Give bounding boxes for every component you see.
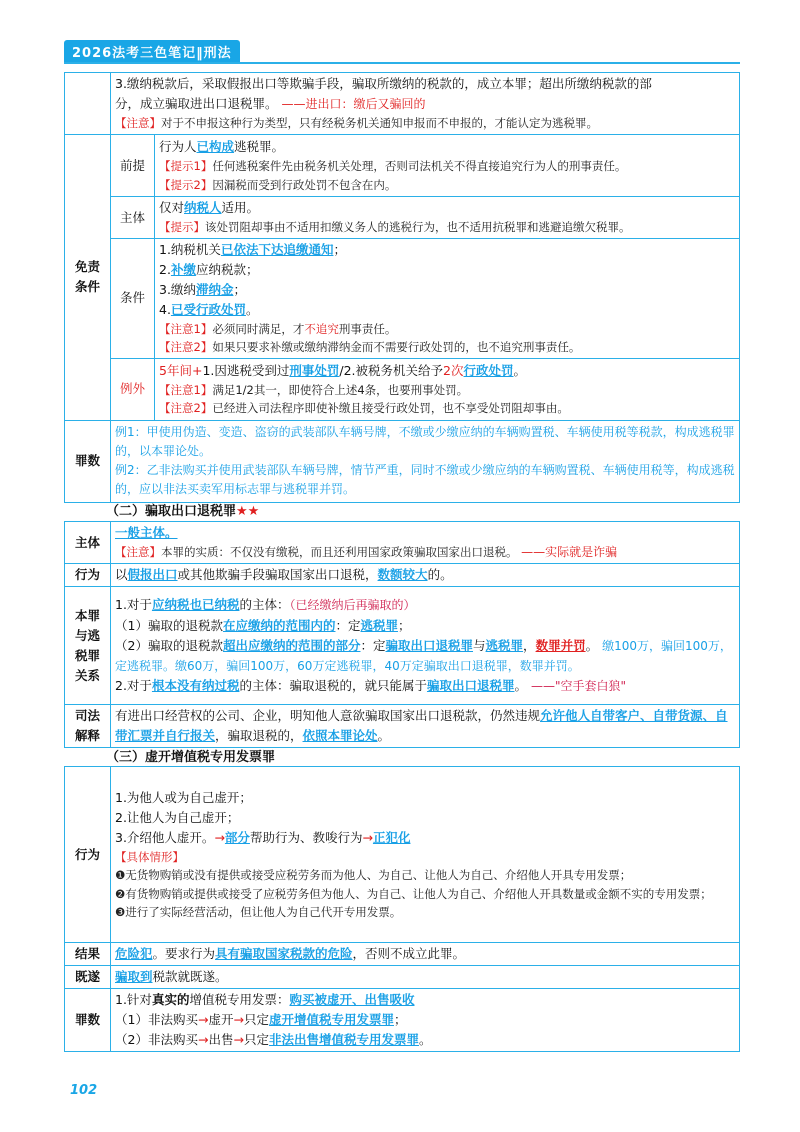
header-title: 2026法考三色笔记‖刑法 <box>64 40 240 62</box>
sub-label: 条件 <box>111 239 155 359</box>
row-label: 主体 <box>65 522 111 564</box>
table-row: 主体 仅对纳税人适用。 【提示】该处罚阻却事由不适用扣缴义务人的逃税行为，也不适用抗税罪和逃避追缴欠税罪。 <box>65 197 740 239</box>
row-label: 司法解释 <box>65 705 111 748</box>
row-label: 结果 <box>65 943 111 966</box>
row-label: 罪数 <box>65 989 111 1052</box>
row-label: 本罪与逃税罪关系 <box>65 587 111 705</box>
sub-label: 例外 <box>111 358 155 420</box>
vat-invoice-table <box>64 766 740 1052</box>
table-row: 本罪与逃税罪关系 1.对于应纳税也已纳税的主体：（已经缴纳后再骗取的） （1）骗取的退税款在应缴纳的范围内的：定逃税罪； （2）骗取的退税款超出应缴纳的范围的部分：定骗取出口退税罪与逃税罪，数罪并罚。 缴100万，骗回100万，定逃税罪。缴60万，骗回100万，60万定逃税罪，40万定骗取出口退税罪，数罪并罚。 2.对于根本没有纳过税的主体：骗取退税的，就只能属于骗取出口退税罪。 ——"空手套白狼" <box>65 587 740 705</box>
table-row: 主体 一般主体。 【注意】本罪的实质：不仅没有缴税，而且还利用国家政策骗取国家出口退税。 ——实际就是诈骗 <box>65 522 740 564</box>
sub-label: 主体 <box>111 197 155 239</box>
section-title: （二）骗取出口退税罪★★ <box>106 504 260 519</box>
tax-evasion-table <box>64 72 740 503</box>
page-number: 102 <box>70 1083 98 1098</box>
row-label: 行为 <box>65 564 111 587</box>
row-content: 3.缴纳税款后，采取假报出口等欺骗手段，骗取所缴纳的税款的，成立本罪；超出所缴纳税款的部 分，成立骗取进出口退税罪。 ——进出口：缴后又骗回的 【注意】对于不申报这种行为类型，只有经税务机关通知申报而不申报的，才能认定为逃税罪。 <box>111 73 740 135</box>
row-label: 行为 <box>65 767 111 943</box>
table-row: 结果 危险犯。要求行为具有骗取国家税款的危险，否则不成立此罪。 <box>65 943 740 966</box>
table-row: 行为 以假报出口或其他欺骗手段骗取国家出口退税，数额较大的。 <box>65 564 740 587</box>
table-row <box>65 73 740 135</box>
table-row: 免责条件 前提 行为人已构成逃税罪。 【提示1】任何逃税案件先由税务机关处理，否则司法机关不得直接追究行为人的刑事责任。 【提示2】因漏税而受到行政处罚不包含在内。 <box>65 135 740 197</box>
row-label: 免责条件 <box>65 135 111 421</box>
table-row: 司法解释 有进出口经营权的公司、企业，明知他人意欲骗取国家出口退税款，仍然违规允许他人自带客户、自带货源、自带汇票并自行报关，骗取退税的，依照本罪论处。 <box>65 705 740 748</box>
table-row: 行为 1.为他人或为自己虚开； 2.让他人为自己虚开； 3.介绍他人虚开。→部分帮助行为、教唆行为→正犯化 【具体情形】 ❶无货物购销或没有提供或接受应税劳务而为他人、为自己、让他人为自己、介绍他人开具专用发票； ❷有货物购销或提供或接受了应税劳务但为他人、为自己、让他人为自己、介绍他人开具数量或金额不实的专用发票； ❸进行了实际经营活动，但让他人为自己代开专用发票。 <box>65 767 740 943</box>
row-label: 罪数 <box>65 420 111 502</box>
row-label: 既遂 <box>65 966 111 989</box>
export-refund-table <box>64 521 740 748</box>
sub-label: 前提 <box>111 135 155 197</box>
table-row: 罪数 例1：甲使用伪造、变造、盗窃的武装部队车辆号牌，不缴或少缴应纳的车辆购置税、车辆使用税等税款，构成逃税罪的，以本罪论处。 例2：乙非法购买并使用武装部队车辆号牌，情节严重，同时不缴或少缴应纳的车辆购置税、车辆使用税等，构成逃税的，应以非法买卖军用标志罪与逃税罪并罚。 <box>65 420 740 502</box>
page-header <box>64 40 740 64</box>
table-row: 条件 1.纳税机关已依法下达追缴通知； 2.补缴应纳税款； 3.缴纳滞纳金； 4.已受行政处罚。 【注意1】必须同时满足，才不追究刑事责任。 【注意2】如果只要求补缴或缴纳滞纳金而不需要行政处罚的，也不追究刑事责任。 <box>65 239 740 359</box>
section-title: （三）虚开增值税专用发票罪 <box>106 750 276 765</box>
table-row: 例外 5年间+1.因逃税受到过刑事处罚/2.被税务机关给予2次行政处罚。 【注意1】满足1/2其一，即使符合上述4条，也要刑事处罚。 【注意2】已经进入司法程序即使补缴且接受行政处罚，也不享受处罚阻却事由。 <box>65 358 740 420</box>
table-row: 罪数 1.针对真实的增值税专用发票：购买被虚开、出售吸收 （1）非法购买→虚开→只定虚开增值税专用发票罪； （2）非法购买→出售→只定非法出售增值税专用发票罪。 <box>65 989 740 1052</box>
table-row: 既遂 骗取到税款就既遂。 <box>65 966 740 989</box>
